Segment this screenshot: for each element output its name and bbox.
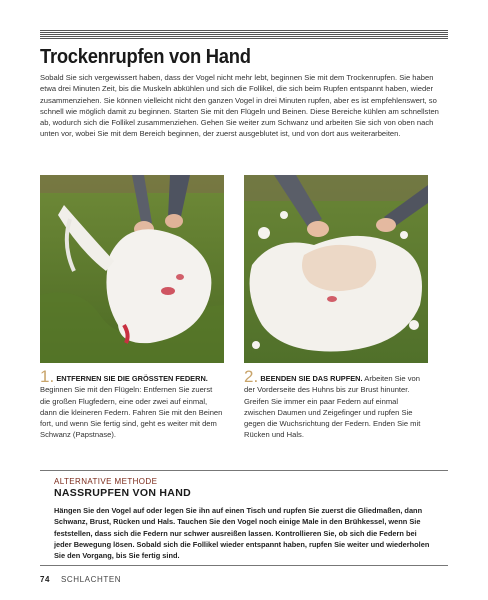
box-label: ALTERNATIVE METHODE (54, 477, 158, 486)
intro-paragraph: Sobald Sie sich vergewissert haben, dass der Vogel nicht mehr lebt, beginnen Sie mit dem Trockenrupfen. Sie haben etwa drei Minuten Zeit, bis die Muskeln abkühlen und sich die Follikel, die sich beim Rupfen entspannt haben, wieder zusammenziehen. Sie können vielleicht nicht den ganzen Vogel in drei Minuten rupfen, aber es ist empfehlenswert, so schnell wie möglich damit zu beginnen. Starten Sie mit den Flügeln und Beinen. Diese Bereiche kühlen am schnellsten ab, wodurch sich die Follikel zusammenziehen. Gehen Sie weiter zum Schwanz und arbeiten Sie sich von oben nach unten vor, wobei Sie mit dem Bereich beginnen, der zuerst ausgeblutet ist, und von dort aus weiterarbeiten. (40, 73, 439, 139)
photo-step-2 (244, 175, 428, 363)
box-title: NASSRUPFEN VON HAND (54, 487, 191, 499)
step-2-heading: BEENDEN SIE DAS RUPFEN. (260, 374, 363, 383)
photo-step-1 (40, 175, 224, 363)
step-1 (40, 367, 224, 441)
top-decorative-rule (40, 30, 448, 40)
step-1-heading: ENTFERNEN SIE DIE GRÖSSTEN FEDERN. (56, 374, 208, 383)
box-text: Hängen Sie den Vogel auf oder legen Sie ihn auf einen Tisch und rupfen Sie zuerst die Gliedmaßen, dann Schwanz, Brust, Rücken und Hals. Tauchen Sie den Vogel noch einige Male in den Brühkessel, wenn Sie feststellen, dass sich die Federn nur schwer ausreißen lassen. Kontrollieren Sie, ob sich die Federn bei jeder Bewegung lösen. Sobald sich die Follikel wieder entspannt haben, rupfen Sie weiter und wiederholen Sie den Vorgang, bis Sie fertig sind. (54, 506, 430, 561)
page-footer (40, 575, 121, 584)
step-2-text: Arbeiten Sie von der Vorderseite des Huhns bis zur Brust hinunter. Greifen Sie immer ein paar Federn auf einmal zwischen Daumen und Zeigefinger und rupfen Sie gegen die Wuchsrichtung der Federn. Enden Sie mit Rücken und Hals. (244, 374, 421, 440)
alternative-method-box (40, 470, 448, 566)
step-2 (244, 367, 428, 441)
footer-section: SCHLACHTEN (60, 575, 122, 584)
page-title: Trockenrupfen von Hand (40, 46, 251, 68)
step-1-text: Beginnen Sie mit den Flügeln: Entfernen Sie zuerst die großen Flugfedern, eine oder zwei auf einmal, dann die kleineren Federn. Fahren Sie mit den Beinen fort, und wenn Sie fertig sind, geht es weiter mit dem Schwanz (Papstnase). (40, 385, 223, 440)
step-2-number: 2. (244, 367, 259, 386)
step-1-number: 1. (40, 367, 55, 386)
page-number: 74 (40, 575, 51, 584)
